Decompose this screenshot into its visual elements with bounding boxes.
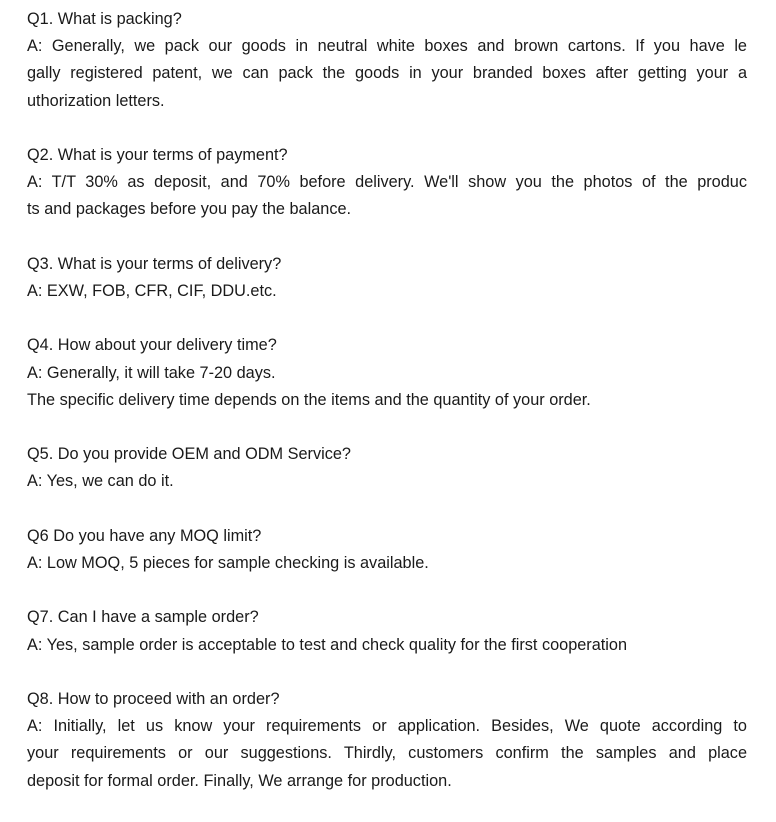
faq-answer-line: A: EXW, FOB, CFR, CIF, DDU.etc.: [27, 282, 277, 300]
faq-answer-line: A: Generally, it will take 7-20 days.: [27, 363, 276, 382]
faq-answer-line: A: Generally, we pack our goods in neutral white boxes and brown cartons. If you have le: [27, 37, 747, 56]
faq-answer-line: A: Low MOQ, 5 pieces for sample checking is available.: [27, 553, 429, 572]
faq-answer-line: ts and packages before you pay the balance.: [27, 200, 352, 219]
faq-answer-line: your requirements or our suggestions. Thirdly, customers confirm the samples and place: [27, 744, 747, 763]
faq-question: Q4. How about your delivery time?: [27, 336, 277, 355]
faq-item-q1: [27, 6, 747, 115]
faq-item-q6: [27, 523, 747, 577]
faq-document: [27, 6, 747, 822]
faq-answer-line: A: Yes, we can do it.: [27, 472, 174, 491]
faq-answer-line: A: Yes, sample order is acceptable to test and check quality for the first cooperation: [27, 635, 628, 654]
faq-question: Q5. Do you provide OEM and ODM Service?: [27, 445, 351, 464]
faq-question: Q3. What is your terms of delivery?: [27, 254, 282, 273]
faq-question: Q2. What is your terms of payment?: [27, 146, 288, 164]
faq-item-q7: [27, 604, 747, 658]
faq-item-q5: [27, 441, 747, 495]
faq-question: Q8. How to proceed with an order?: [27, 689, 280, 708]
faq-item-q8: [27, 686, 747, 795]
faq-item-q4: [27, 332, 747, 414]
faq-answer-line: gally registered patent, we can pack the goods in your branded boxes after getting your a: [27, 64, 747, 83]
faq-answer-line: The specific delivery time depends on the items and the quantity of your order.: [27, 390, 591, 409]
faq-question: Q1. What is packing?: [27, 10, 182, 28]
faq-answer-line: deposit for formal order. Finally, We arrange for production.: [27, 771, 452, 790]
faq-answer-line: A: Initially, let us know your requirements or application. Besides, We quote according to: [27, 717, 747, 736]
faq-answer-line: uthorization letters.: [27, 91, 165, 110]
faq-question: Q6 Do you have any MOQ limit?: [27, 526, 262, 545]
faq-question: Q7. Can I have a sample order?: [27, 608, 259, 627]
faq-answer-line: A: T/T 30% as deposit, and 70% before delivery. We'll show you the photos of the produc: [27, 173, 747, 192]
faq-item-q3: [27, 251, 747, 305]
faq-item-q2: [27, 142, 747, 224]
